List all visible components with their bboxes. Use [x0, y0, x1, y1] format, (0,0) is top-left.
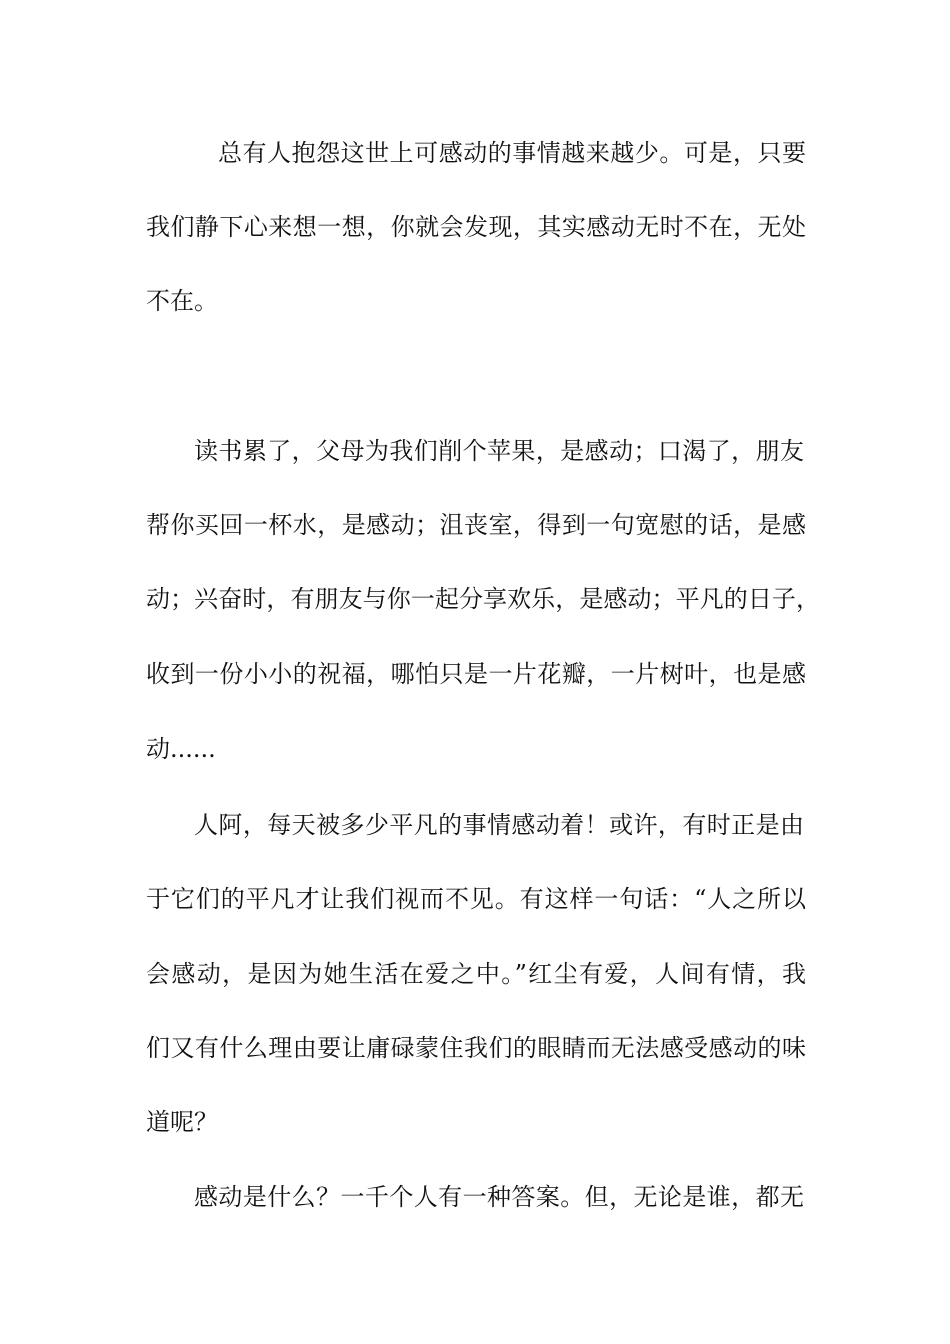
paragraph-1-line-2: 我们静下心来想一想，你就会发现，其实感动无时不在，无处: [146, 213, 806, 241]
paragraph-1-line-3: 不在。: [146, 287, 218, 315]
paragraph-3-line-2: 于它们的平凡才让我们视而不见。有这样一句话：“人之所以: [146, 885, 806, 913]
paragraph-3-line-3: 会感动，是因为她生活在爱之中。”红尘有爱，人间有情，我: [146, 960, 806, 988]
paragraph-2-line-4: 收到一份小小的祝福，哪怕只是一片花瓣，一片树叶，也是感: [146, 660, 806, 688]
paragraph-2-line-3: 动；兴奋时，有朋友与你一起分享欢乐，是感动；平凡的日子，: [146, 585, 820, 613]
paragraph-2-line-2: 帮你买回一杯水，是感动；沮丧室，得到一句宽慰的话，是感: [146, 511, 806, 539]
paragraph-1-line-1: 总有人抱怨这世上可感动的事情越来越少。可是，只要: [218, 139, 806, 167]
paragraph-2-line-5: 动......: [146, 735, 216, 763]
paragraph-4-line-1: 感动是什么？一千个人有一种答案。但，无论是谁，都无: [194, 1183, 804, 1211]
paragraph-3-line-5: 道呢？: [146, 1108, 218, 1136]
paragraph-2-line-1: 读书累了，父母为我们削个苹果，是感动；口渴了，朋友: [194, 437, 804, 465]
paragraph-3-line-4: 们又有什么理由要让庸碌蒙住我们的眼睛而无法感受感动的味: [146, 1034, 806, 1062]
paragraph-3-line-1: 人阿，每天被多少平凡的事情感动着！或许，有时正是由: [194, 811, 804, 839]
